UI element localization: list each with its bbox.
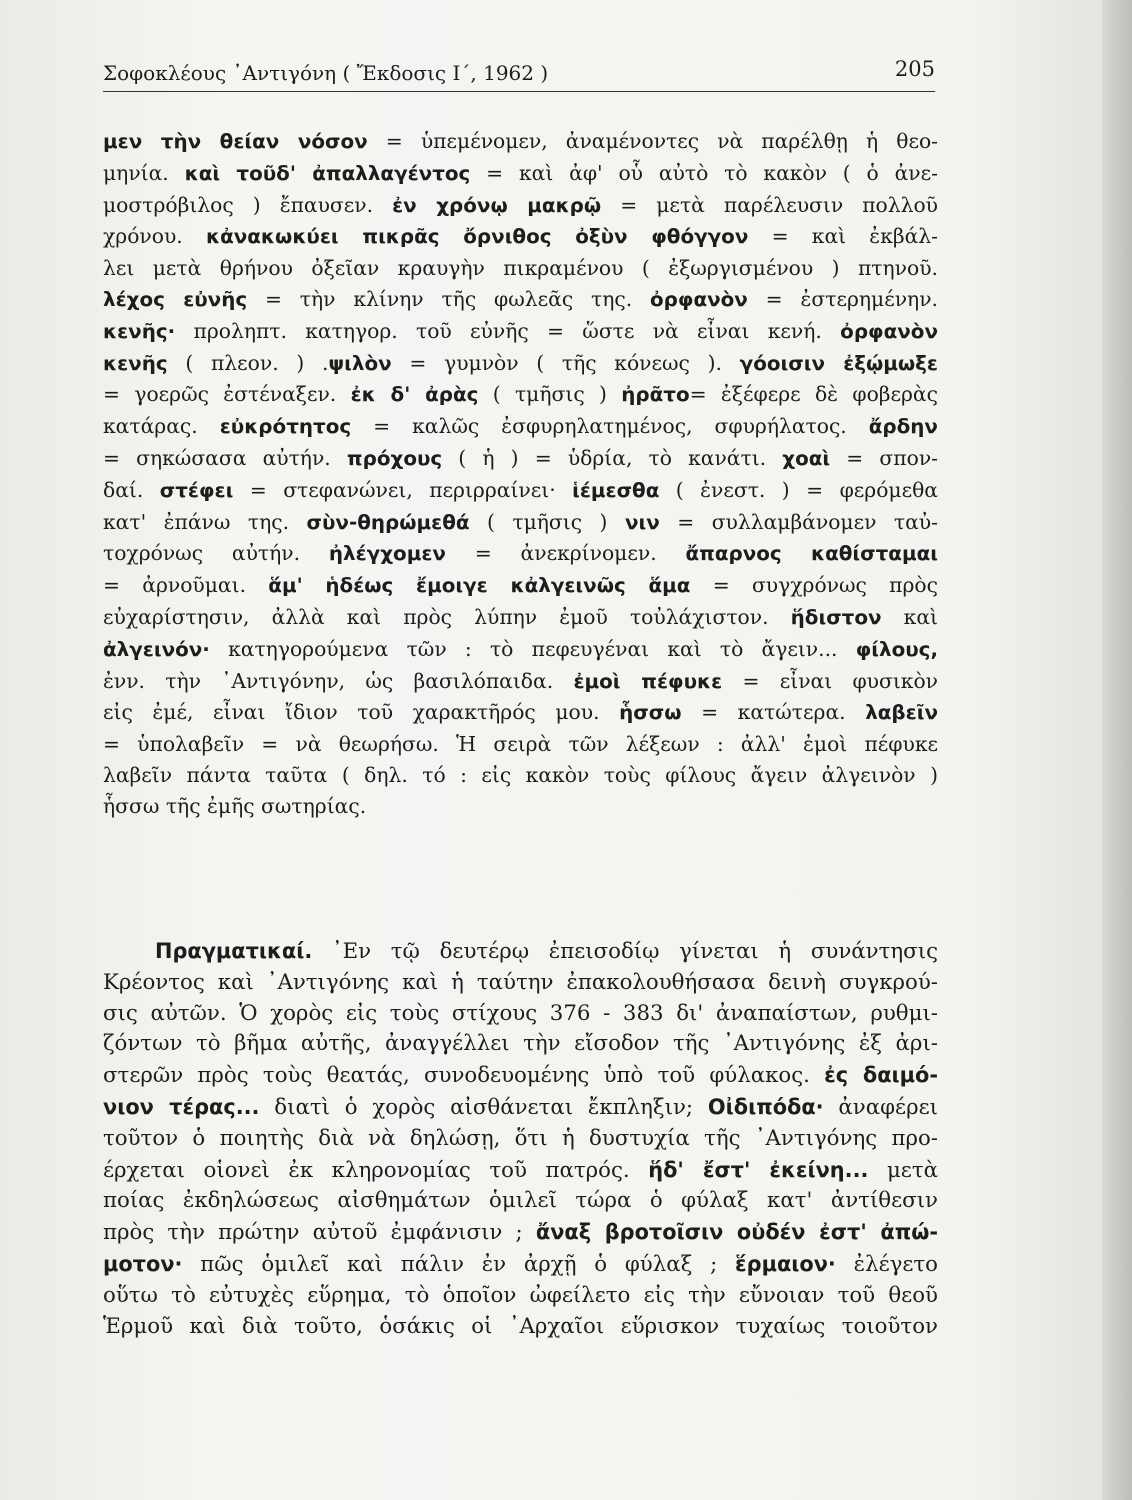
text-line [103, 348, 938, 380]
gloss-text: τοχρόνως αὐτήν. [103, 541, 329, 566]
text-line [103, 791, 938, 822]
text-line [103, 1124, 938, 1155]
text-line [103, 507, 938, 539]
gloss-text: = σπον- [830, 445, 938, 470]
page-number: 205 [894, 57, 935, 81]
headword: φίλους, [855, 637, 938, 661]
headword: κενῆς [103, 351, 168, 375]
headword: κἀνακωκύει πικρᾶς ὄρνιθος ὀξὺν φθόγγον [205, 225, 749, 249]
running-header [103, 55, 935, 92]
text-line [103, 1249, 938, 1281]
headword: ἥδιστον [790, 605, 882, 629]
text-line [103, 634, 938, 666]
text-line [103, 999, 938, 1030]
headword: γόοισιν ἐξῴμωξε [739, 351, 938, 375]
headword: ψιλὸν [328, 351, 392, 375]
headword: ἱέμεσθα [572, 478, 660, 502]
header-title: Σοφοκλέους ᾿Αντιγόνη ( Ἔκδοσις Ι΄, 1962 ) [103, 61, 549, 85]
headword: ἕρμαιον· [735, 1251, 836, 1276]
gloss-text: εὐχαρίστησιν, ἀλλὰ καὶ πρὸς λύπην ἐμοῦ τοὐλάχιστον. [103, 604, 791, 629]
headword: νιν [624, 510, 660, 534]
gloss-text: = ἀνεκρίνομεν. [445, 541, 686, 566]
gloss-text: πρὸς τὴν πρώτην αὐτοῦ ἐμφάνισιν ; [103, 1220, 536, 1246]
gloss-text: πῶς ὁμιλεῖ καὶ πάλιν ἐν ἀρχῇ ὁ φύλαξ ; [182, 1251, 736, 1277]
headword: ἅμ' ἡδέως ἔμοιγε κἀλγεινῶς ἅμα [268, 574, 691, 598]
text-line [103, 1155, 938, 1187]
gloss-text: οὕτω τὸ εὐτυχὲς εὕρημα, τὸ ὁποῖον ὠφείλετο εἰς τὴν εὔνοιαν τοῦ θεοῦ [103, 1282, 938, 1308]
headword: λαβεῖν [865, 701, 938, 725]
text-line [103, 538, 938, 570]
gloss-text: = καὶ ἀφ' οὗ αὐτὸ τὸ κακὸν ( ὁ ἀνε- [470, 160, 938, 185]
gloss-text: ἧσσω τῆς ἐμῆς σωτηρίας. [103, 793, 367, 818]
commentary-paragraph [103, 936, 938, 1342]
gloss-text: = συλλαμβάνομεν ταὐ- [659, 509, 938, 534]
headword: σὺν-θηρώμεθά [306, 510, 470, 534]
headword: ὀρφανὸν [650, 287, 748, 311]
text-line [103, 968, 938, 999]
gloss-text: μετὰ [868, 1157, 938, 1183]
headword: καὶ τοῦδ' ἀπαλλαγέντος [184, 161, 471, 185]
text-line [103, 602, 938, 634]
text-line [103, 1186, 938, 1217]
gloss-text: έρχεται οἱονεὶ ἐκ κληρονομίας τοῦ πατρός. [103, 1157, 649, 1183]
gloss-text: μηνία. [103, 160, 185, 185]
gloss-text: Κρέοντος καὶ ᾿Αντιγόνης καὶ ἡ ταύτην ἐπακολουθήσασα δεινὴ συγκρού- [103, 969, 938, 995]
gloss-text: δαί. [103, 477, 160, 502]
gloss-text: = σηκώσασα αὐτήν. [103, 445, 347, 470]
headword: μοτον· [103, 1251, 183, 1276]
headword: στέφει [159, 478, 234, 502]
gloss-text: χρόνου. [103, 224, 206, 249]
text-line [103, 1312, 938, 1343]
gloss-text: = στεφανώνει, περιρραίνει· [233, 477, 573, 502]
text-line [103, 475, 938, 507]
gloss-text: = ἐξέφερε δὲ φοβερὰς [689, 382, 938, 407]
gloss-text: = εἶναι φυσικὸν [722, 668, 939, 693]
gloss-text: = ἀρνοῦμαι. [103, 573, 269, 598]
headword: ἥδ' ἔστ' ἐκείνη... [648, 1157, 869, 1182]
text-line [103, 379, 938, 411]
headword: ἠρᾶτο [621, 383, 690, 407]
headword: Οἰδιπόδα· [707, 1094, 824, 1119]
gloss-text: κατ' ἐπάνω της. [103, 509, 307, 534]
headword: χοαὶ [782, 446, 831, 470]
gloss-text: = καλῶς ἐσφυρηλατημένος, σφυρήλατος. [351, 414, 869, 439]
headword: ἄναξ βροτοῖσιν οὐδέν ἐστ' ἀπώ- [535, 1220, 938, 1245]
glossary-paragraph [103, 126, 938, 822]
gloss-text: ᾿Εν τῷ δευτέρῳ ἐπεισοδίῳ γίνεται ἡ συνάντησις [312, 939, 938, 964]
text-line [103, 411, 938, 443]
gloss-text: λει μετὰ θρήνου ὀξεῖαν κραυγὴν πικραμένου ( ἐξωργισμένου ) πτηνοῦ. [103, 256, 938, 281]
text-line [103, 666, 938, 698]
gloss-text: ( ἐνεστ. ) = φερόμεθα [659, 477, 939, 502]
headword: ἐς δαιμό- [824, 1063, 939, 1088]
gloss-text: = γοερῶς ἐστέναξεν. [103, 382, 351, 407]
headword: ἄρδην [868, 415, 938, 439]
gloss-text: κατηγορούμενα τῶν : τὸ πεφευγέναι καὶ τὸ ἄγειν... [209, 636, 856, 661]
gloss-text: = κατώτερα. [681, 700, 866, 725]
page-edge [1102, 0, 1132, 1500]
text-line [103, 760, 938, 791]
gloss-text: ( πλεον. ) . [167, 350, 329, 375]
gloss-text: ἐνν. τὴν ᾿Αντιγόνην, ὡς βασιλόπαιδα. [103, 668, 574, 693]
gloss-text: = τὴν κλίνην τῆς φωλεᾶς της. [247, 286, 651, 311]
headword: μεν τὴν θείαν νόσον [103, 130, 368, 153]
gloss-text: ἐλέγετο [835, 1251, 938, 1277]
gloss-text: = ὑπολαβεῖν = νὰ θεωρήσω. Ἡ σειρὰ τῶν λέξεων : ἀλλ' ἐμοὶ πέφυκε [103, 732, 938, 757]
gloss-text: μοστρόβιλος ) ἔπαυσεν. [103, 192, 393, 217]
headword: κενῆς· [103, 319, 176, 343]
headword: ἐμοὶ πέφυκε [573, 669, 723, 693]
headword: ἧσσω [619, 701, 682, 725]
text-line [103, 936, 938, 968]
text-line [103, 1029, 938, 1060]
headword: ἐν χρόνῳ μακρῷ [392, 193, 602, 217]
headword: νιον τέρας... [103, 1094, 260, 1119]
headword: πρόχους [346, 446, 443, 470]
gloss-text: = ἐστερημένην. [747, 286, 938, 311]
gloss-text: = γυμνὸν ( τῆς κόνεως ). [391, 350, 740, 375]
gloss-text: κατάρας. [103, 414, 220, 439]
gloss-text: = καὶ ἐκβάλ- [748, 224, 938, 249]
text-line [103, 1060, 938, 1092]
headword: ὀρφανὸν [840, 319, 938, 343]
gloss-text: προληπτ. κατηγορ. τοῦ εὐνῆς = ὥστε νὰ εἶναι κενή. [175, 318, 841, 343]
headword: εὐκρότητος [219, 415, 352, 439]
headword: Πραγματικαί. [155, 939, 313, 963]
text-line [103, 284, 938, 316]
text-line [103, 1092, 938, 1124]
headword: ἐκ δ' ἀρὰς [350, 383, 479, 407]
gloss-text: λαβεῖν πάντα ταῦτα ( δηλ. τό : εἰς κακὸν τοὺς φίλους ἄγειν ἀλγεινὸν ) [103, 762, 938, 787]
gloss-text: στερῶν πρὸς τοὺς θεατάς, συνοδευομένης ὑπὸ τοῦ φύλακος. [103, 1063, 825, 1089]
text-line [103, 158, 938, 190]
headword: λέχος εὐνῆς [103, 287, 248, 311]
text-line [103, 1281, 938, 1312]
gloss-text: = ὑπεμένομεν, ἀναμένοντες νὰ παρέλθῃ ἡ θεο- [367, 129, 939, 153]
gloss-text: ( ἡ ) = ὑδρία, τὸ κανάτι. [442, 445, 783, 470]
gloss-text: ( τμῆσις ) [478, 382, 622, 407]
gloss-text: ζόντων τὸ βῆμα αὐτῆς, ἀναγγέλλει τὴν εἴσοδον τῆς ᾿Αντιγόνης ἐξ ἀρι- [103, 1031, 938, 1057]
gloss-text: διατὶ ὁ χορὸς αἰσθάνεται ἔκπληξιν; [259, 1094, 708, 1120]
gloss-text: τοῦτον ὁ ποιητὴς διὰ νὰ δηλώσῃ, ὅτι ἡ δυστυχία τῆς ᾿Αντιγόνης προ- [103, 1125, 938, 1151]
headword: ἠλέγχομεν [328, 542, 446, 566]
gloss-text: καὶ [881, 604, 938, 629]
gloss-text: εἰς ἐμέ, εἶναι ἴδιον τοῦ χαρακτῆρός μου. [103, 700, 620, 725]
gloss-text: ποίας ἐκδηλώσεως αἰσθημάτων ὁμιλεῖ τώρα ὁ φύλαξ κατ' ἀντίθεσιν [103, 1188, 938, 1214]
gloss-text: σις αὐτῶν. Ὁ χορὸς εἰς τοὺς στίχους 376 - 383 δι' ἀναπαίστων, ρυθμι- [103, 1000, 938, 1026]
gloss-text: = συγχρόνως πρὸς [690, 573, 938, 598]
headword: ἀλγεινόν· [103, 637, 210, 661]
text-line [103, 443, 938, 475]
text-line [103, 221, 938, 253]
text-line [103, 190, 938, 222]
text-line [103, 316, 938, 348]
text-line [103, 1217, 938, 1249]
gloss-text: ( τμῆσις ) [469, 509, 625, 534]
headword: ἄπαρνος καθίσταμαι [685, 542, 938, 566]
gloss-text: Ἑρμοῦ καὶ διὰ τοῦτο, ὁσάκις οἱ ᾿Αρχαῖοι εὕρισκον τυχαίως τοιοῦτον [103, 1313, 938, 1339]
gloss-text: ἀναφέρει [823, 1094, 938, 1120]
text-line [103, 126, 938, 158]
text-line [103, 253, 938, 284]
text-line [103, 729, 938, 760]
gloss-text: = μετὰ παρέλευσιν πολλοῦ [601, 192, 939, 217]
text-line [103, 697, 938, 729]
text-line [103, 570, 938, 602]
